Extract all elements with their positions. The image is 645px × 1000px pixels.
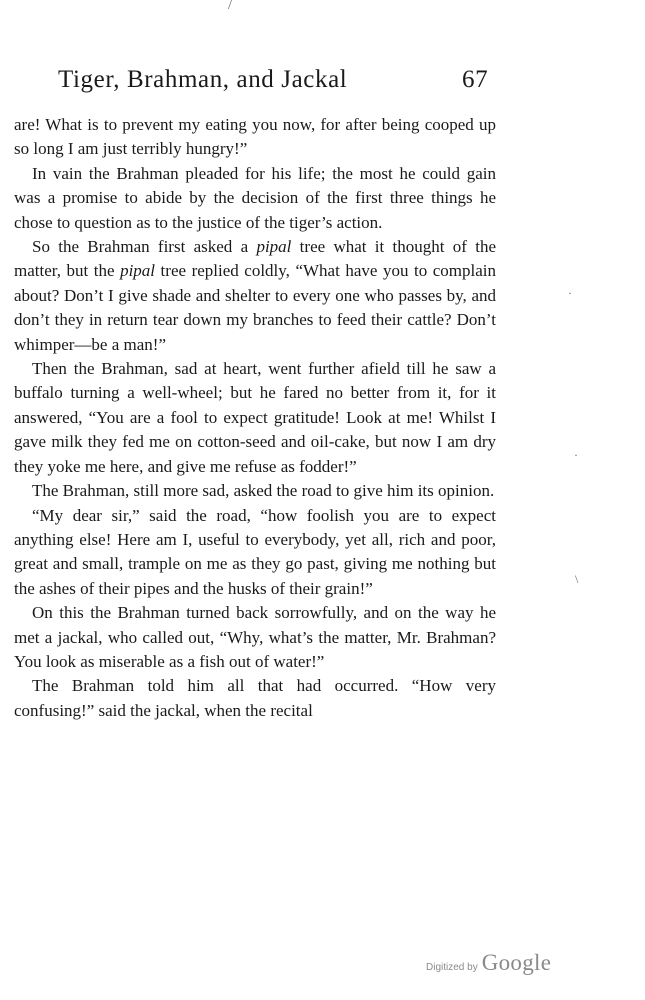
digitized-watermark (426, 950, 551, 976)
scan-speck: · (574, 448, 578, 462)
scan-speck: / (228, 0, 232, 13)
scan-speck: \ (575, 572, 579, 586)
paragraph: “My dear sir,” said the road, “how foolish you are to expect anything else! Here am I, useful to everybody, yet all, rich and poor, great and small, trample on me as they go past, giving me nothing but the ashes of their pipes and the husks of their grain!” (14, 505, 496, 598)
page-number: 67 (462, 66, 489, 93)
paragraph: The Brahman told him all that had occurred. “How very confusing!” said the jackal, when the recital (14, 676, 496, 720)
italic-term: pipal (120, 261, 156, 281)
body-text (14, 113, 496, 723)
paragraph: The Brahman, still more sad, asked the road to give him its opinion. (32, 481, 495, 501)
running-title: Tiger, Brahman, and Jackal (58, 66, 348, 93)
scan-speck: · (568, 286, 572, 300)
paragraph: So the Brahman first asked a pipal tree what it thought of the matter, but the pipal tree replied coldly, “What have you to complain about? Don’t I give shade and shelter to every one who passes by, and don’t they in return tear down my branches to feed their cattle? Don’t whimper—be a man!” (14, 237, 497, 354)
paragraph: On this the Brahman turned back sorrowfully, and on the way he met a jackal, who called out, “Why, what’s the matter, Mr. Brahman? You look as miserable as a fish out of water!” (14, 603, 496, 671)
google-logo: Google (481, 950, 552, 975)
digitized-label: Digitized by (426, 962, 478, 973)
paragraph: Then the Brahman, sad at heart, went further afield till he saw a buffalo turning a well-wheel; but he fared no better from it, for it answered, “You are a fool to expect gratitude! Look at me! Whilst I gave milk they fed me on cotton-seed and oil-cake, but now I am dry they yoke me here, and give me refuse as fodder!” (14, 359, 496, 476)
paragraph: In vain the Brahman pleaded for his life; the most he could gain was a promise to abide by the decision of the first three things he chose to question as to the justice of the tiger’s action. (14, 163, 496, 232)
italic-term: pipal (256, 237, 292, 257)
paragraph: are! What is to prevent my eating you now, for after being cooped up so long I am just terribly hungry!” (14, 115, 496, 159)
